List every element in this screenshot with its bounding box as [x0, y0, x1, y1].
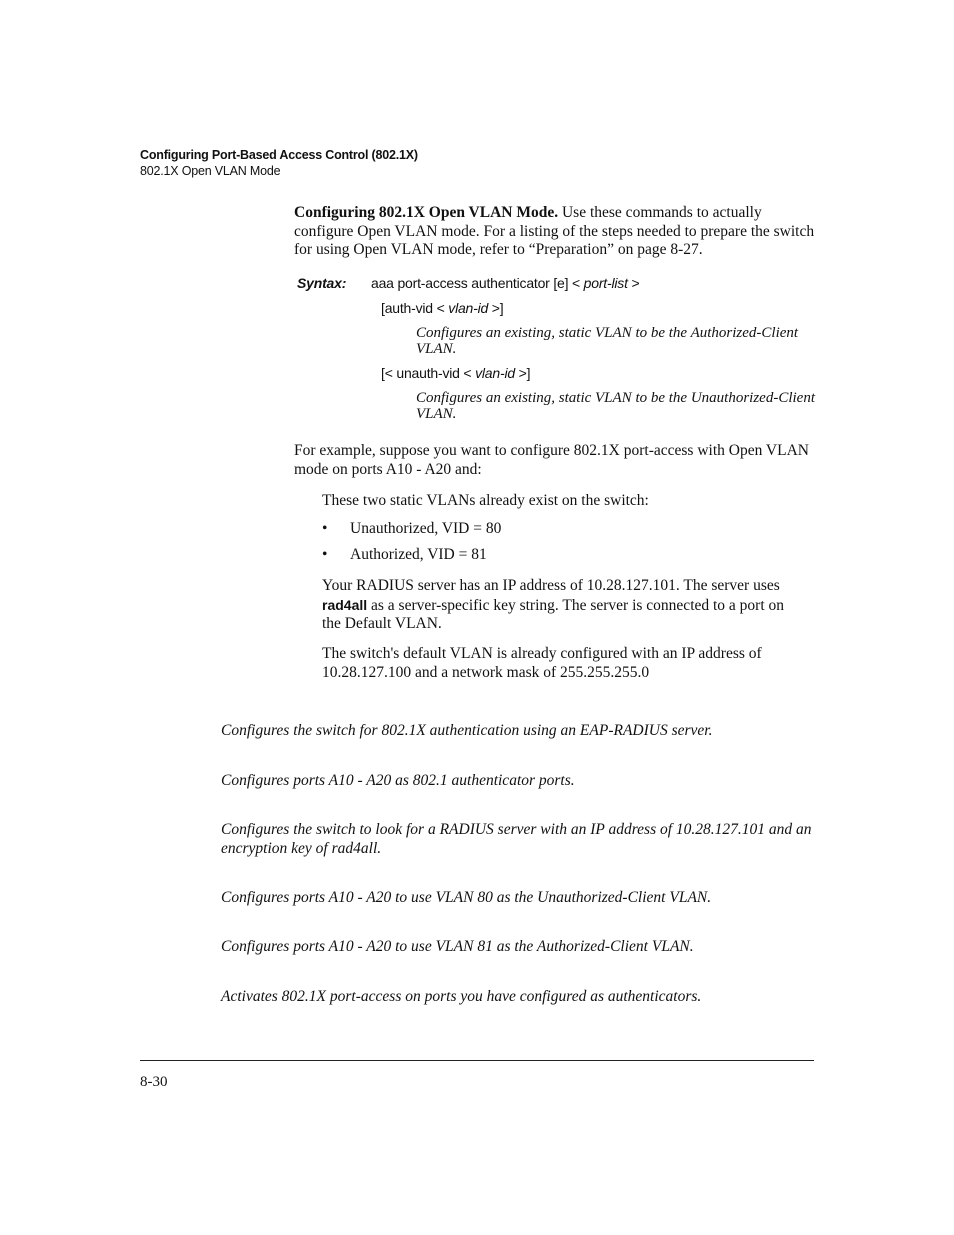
radius-text-post: as a server-specific key string. The server is connected to a port on the Default VLAN.: [322, 596, 785, 632]
footer-divider: [140, 1060, 814, 1061]
syntax-command-prefix: aaa port-access authenticator [e] <: [371, 275, 584, 291]
syntax-auth-vid-param: vlan-id: [448, 300, 489, 316]
list-item-text: Authorized, VID = 81: [350, 546, 487, 563]
syntax-auth-vid: [381, 300, 503, 316]
radius-text-pre: Your RADIUS server has an IP address of 10.28.127.101. The server uses: [322, 577, 780, 594]
list-item: [322, 546, 487, 564]
syntax-unauth-vid: [381, 365, 530, 381]
syntax-unauth-vid-prefix: [< unauth-vid <: [381, 365, 476, 381]
running-header-subtitle: 802.1X Open VLAN Mode: [140, 164, 281, 178]
vlans-intro: These two static VLANs already exist on the switch:: [322, 492, 649, 509]
command-note: Configures ports A10 - A20 as 802.1 authenticator ports.: [221, 772, 575, 789]
syntax-auth-vid-description: Configures an existing, static VLAN to be the Authorized-Client VLAN.: [416, 325, 799, 357]
intro-heading: Configuring 802.1X Open VLAN Mode.: [294, 204, 559, 221]
example-paragraph: For example, suppose you want to configure 802.1X port-access with Open VLAN mode on ports A10 - A20 and:: [294, 442, 809, 478]
bullet-icon: •: [322, 546, 328, 563]
default-vlan-paragraph: The switch's default VLAN is already configured with an IP address of 10.28.127.100 and a network mask of 255.255.255.0: [322, 645, 762, 681]
radius-key: rad4all: [322, 596, 368, 613]
page-number: 8-30: [140, 1074, 168, 1090]
command-note: Activates 802.1X port-access on ports you have configured as authenticators.: [221, 988, 702, 1005]
syntax-unauth-vid-suffix: >]: [514, 365, 531, 381]
syntax-command: [371, 275, 639, 291]
command-note: Configures ports A10 - A20 to use VLAN 80 as the Unauthorized-Client VLAN.: [221, 889, 712, 906]
command-note: Configures ports A10 - A20 to use VLAN 81 as the Authorized-Client VLAN.: [221, 938, 694, 955]
syntax-unauth-vid-description: Configures an existing, static VLAN to be the Unauthorized-Client VLAN.: [416, 390, 816, 422]
running-header-title: Configuring Port-Based Access Control (802.1X): [140, 148, 418, 162]
intro-text: Use these commands to actually configure Open VLAN mode. For a listing of the steps needed to prepare the switch for using Open VLAN mode, refer to “Preparation” on page 8-27.: [294, 204, 815, 258]
radius-paragraph: [322, 577, 792, 634]
command-note: Configures the switch for 802.1X authentication using an EAP-RADIUS server.: [221, 722, 713, 739]
syntax-auth-vid-prefix: [auth-vid <: [381, 300, 449, 316]
syntax-unauth-vid-param: vlan-id: [475, 365, 515, 381]
list-item: [322, 520, 501, 538]
syntax-auth-vid-suffix: >]: [488, 300, 504, 316]
syntax-label: Syntax:: [297, 275, 347, 291]
syntax-command-param: port-list: [583, 275, 628, 291]
syntax-command-suffix: >: [627, 275, 640, 291]
intro-paragraph: [294, 204, 819, 260]
list-item-text: Unauthorized, VID = 80: [350, 520, 502, 537]
command-note: Configures the switch to look for a RADIUS server with an IP address of 10.28.127.101 and an encryption key of rad4all.: [221, 821, 812, 857]
bullet-icon: •: [322, 520, 328, 537]
